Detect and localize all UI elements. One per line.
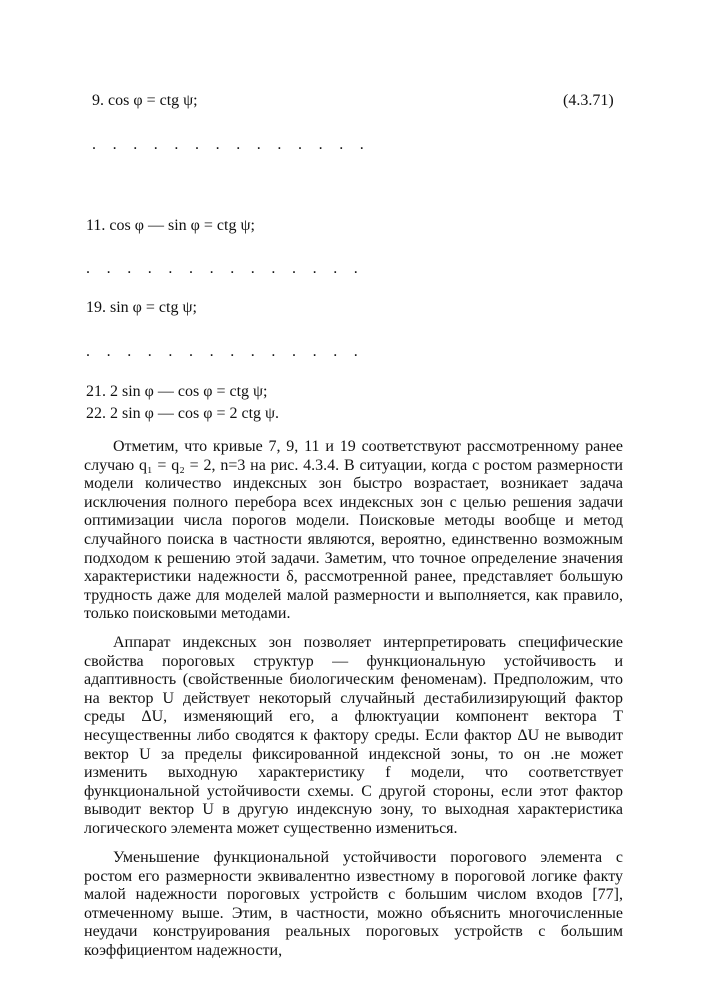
equation-19: 19. sin φ = ctg ψ; <box>86 299 197 316</box>
paragraph-curves: Отметим, что кривые 7, 9, 11 и 19 соответствуют рассмотренному ранее случаю q₁ = q₂ = 2, n=3 на рис. 4.3.4. В ситуации, когда с ростом размерности модели количество индексных зон быстро возрастает, возникает задача исключения полного перебора всех индексных зон с целью решения задачи оптимизации числа порогов модели. Поисковые методы вообще и метод случайного поиска в частности являются, вероятно, единственно возможным подходом к решению этой задачи. Заметим, что точное определение значения характеристики надежности δ, рассмотренной ранее, представляет большую трудность даже для моделей малой размерности и выполняется, как правило, только поисковыми методами. <box>84 438 623 623</box>
ellipsis-1: . . . . . . . . . . . . . . <box>92 136 371 153</box>
equation-9: 9. cos φ = ctg ψ; <box>92 92 198 109</box>
equation-number: (4.3.71) <box>563 92 614 109</box>
equation-11: 11. cos φ — sin φ = ctg ψ; <box>86 217 255 234</box>
equation-21: 21. 2 sin φ — cos φ = ctg ψ; <box>86 383 268 400</box>
paragraph-index-zones: Аппарат индексных зон позволяет интерпретировать специфические свойства пороговых структур — функциональную устойчивость и адаптивность (свойственные биологическим феноменам). Предположим, что на вектор U действует некоторый случайный дестабилизирующий фактор среды ΔU, изменяющий его, а флюктуации компонент вектора T несущественны либо сводятся к фактору среды. Если фактор ΔU не выводит вектор U за пределы фиксированной индексной зоны, то он .не может изменить выходную характеристику f модели, что соответствует функциональной устойчивости схемы. С другой стороны, если этот фактор выводит вектор U в другую индексную зону, то выходная характеристика логического элемента может существенно измениться. <box>84 634 623 837</box>
ellipsis-2: . . . . . . . . . . . . . . <box>86 260 365 277</box>
paragraph-stability: Уменьшение функциональной устойчивости порогового элемента с ростом его размерности эквивалентно известному в пороговой логике факту малой надежности пороговых устройств с большим числом входов [77], отмеченному выше. Этим, в частности, можно объяснить многочисленные неудачи конструирования реальных пороговых устройств с большим коэффициентом надежности, <box>84 849 623 959</box>
ellipsis-3: . . . . . . . . . . . . . . <box>86 343 365 360</box>
equation-22: 22. 2 sin φ — cos φ = 2 ctg ψ. <box>86 405 280 422</box>
